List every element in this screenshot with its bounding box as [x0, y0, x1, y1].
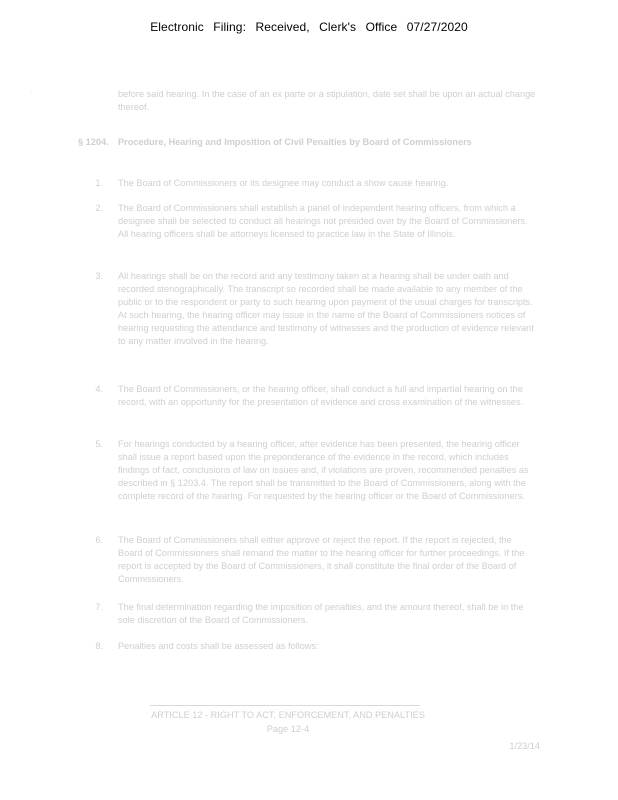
- footer-article-title: ARTICLE 12 - RIGHT TO ACT, ENFORCEMENT, AND PENALTIES: [151, 710, 425, 720]
- filing-stamp-header: Electronic Filing: Received, Clerk's Office 07/27/2020: [150, 20, 468, 34]
- section-number: § 1204.: [78, 137, 109, 147]
- item-3-number: 3.: [95, 271, 103, 281]
- item-6-text: The Board of Commissioners shall either approve or reject the report. If the report is rejected, the Board of Commissioners shall remand the matter to the hearing officer for further proceedings. If the report is accepted by the Board of Commissioners, it shall constitute the final order of the Board of Commissioners.: [118, 535, 525, 584]
- item-5-text: For hearings conducted by a hearing officer, after evidence has been presented, the hearing officer shall issue a report based upon the preponderance of the evidence in the record, which includes findings of fact, conclusions of law on issues and, if violations are proven, recommended penalties as described in § 1203.4. The report shall be transmitted to the Board of Commissioners, along with the complete record of the hearing. For requested by the hearing officer or the Board of Commissioners.: [118, 439, 529, 501]
- item-7-number: 7.: [95, 602, 103, 612]
- item-6-number: 6.: [95, 535, 103, 545]
- item-7-text: The final determination regarding the imposition of penalties, and the amount thereof, shall be in the sole discretion of the Board of Commissioners.: [118, 602, 524, 625]
- footer-divider: [150, 705, 420, 706]
- footer-page-number: Page 12-4: [266, 724, 310, 734]
- item-2-number: 2.: [95, 203, 103, 213]
- item-1-text: The Board of Commissioners or its designee may conduct a show cause hearing.: [118, 178, 449, 188]
- footer-date: 1/23/14: [509, 741, 540, 751]
- item-1-number: 1.: [95, 178, 103, 188]
- item-4-number: 4.: [95, 384, 103, 394]
- section-title: Procedure, Hearing and Imposition of Civil Penalties by Board of Commissioners: [118, 137, 472, 147]
- item-5-number: 5.: [95, 439, 103, 449]
- continued-paragraph: before said hearing. In the case of an ex parte or a stipulation, date set shall be upon an actual change thereof.: [118, 89, 536, 112]
- item-8-number: 8.: [95, 641, 103, 651]
- item-2-text: The Board of Commissioners shall establish a panel of independent hearing officers, from which a designee shall be selected to conduct all hearings not presided over by the Board of Commissioners. All hearing officers shall be attorneys licensed to practice law in the State of Illinois.: [118, 203, 528, 239]
- item-4-text: The Board of Commissioners, or the hearing officer, shall conduct a full and impartial hearing on the record, with an opportunity for the presentation of evidence and cross examination of the witnesses.: [118, 384, 523, 407]
- item-3-text: All hearings shall be on the record and any testimony taken at a hearing shall be under oath and recorded stenographically. The transcript so recorded shall be made available to any member of the public or to the respondent or party to such hearing upon payment of the usual charges for transcripts. At such hearing, the hearing officer may issue in the name of the Board of Commissioners notices of hearing requesting the attendance and testimony of witnesses and the production of evidence relevant to any matter involved in the hearing.: [118, 271, 534, 346]
- scan-speck: ·: [30, 88, 33, 97]
- item-8-text: Penalties and costs shall be assessed as follows:: [118, 641, 319, 651]
